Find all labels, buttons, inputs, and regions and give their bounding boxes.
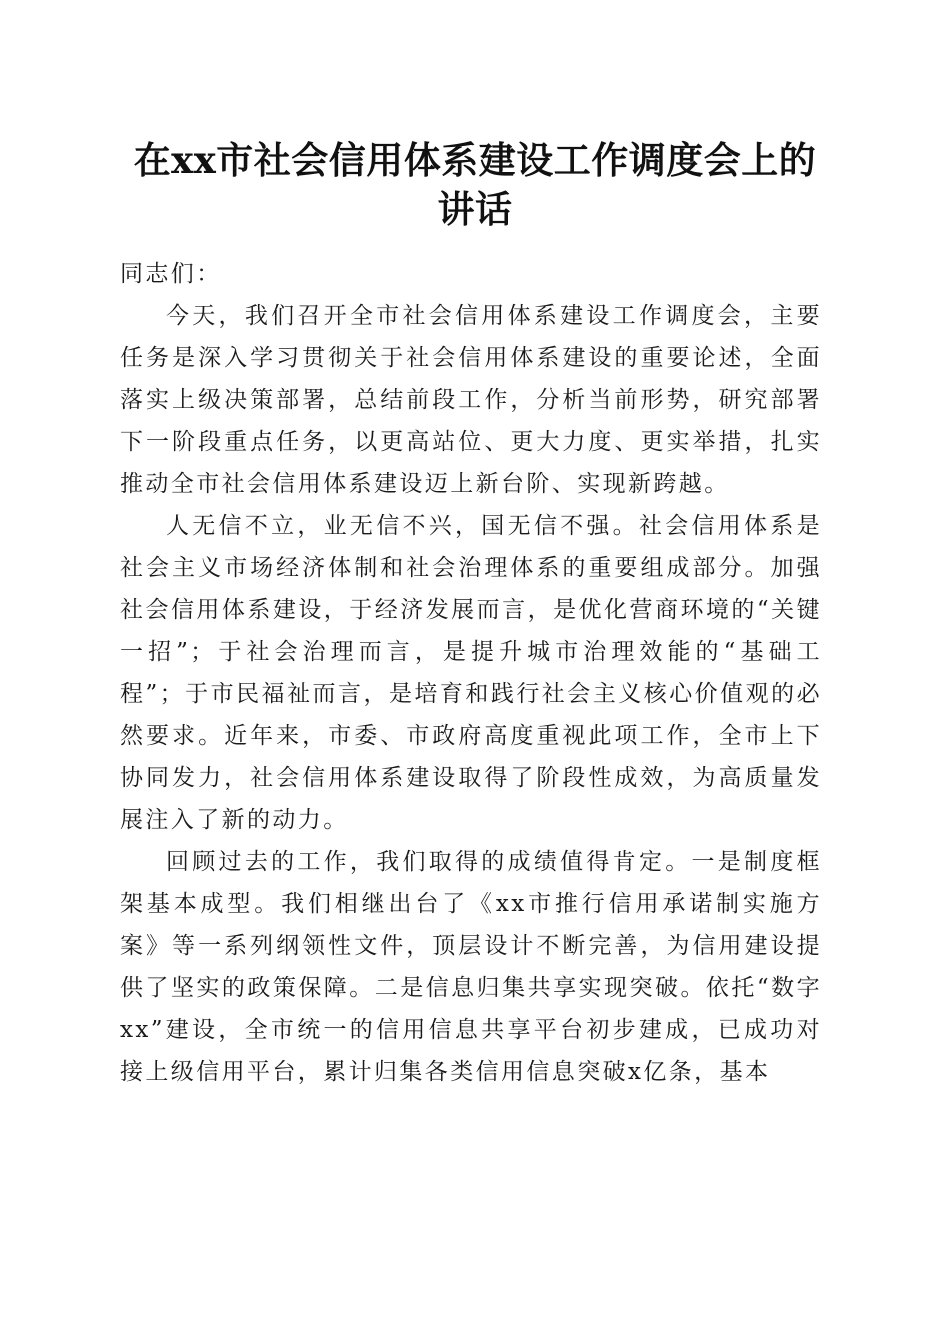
paragraph-significance: 人无信不立，业无信不兴，国无信不强。社会信用体系是社会主义市场经济体制和社会治理体系的重要组成部分。加强社会信用体系建设，于经济发展而言，是优化营商环境的“关键一招”；于社会治理而言，是提升城市治理效能的“基础工程”；于市民福祉而言，是培育和践行社会主义核心价值观的必然要求。近年来，市委、市政府高度重视此项工作，全市上下协同发力，社会信用体系建设取得了阶段性成效，为高质量发展注入了新的动力。 xyxy=(120,513,822,833)
document-body xyxy=(120,253,822,1093)
salutation: 同志们： xyxy=(120,261,222,287)
document-title: 在xx市社会信用体系建设工作调度会上的讲话 xyxy=(133,138,817,231)
paragraph-opening: 今天，我们召开全市社会信用体系建设工作调度会，主要任务是深入学习贯彻关于社会信用体系建设的重要论述，全面落实上级决策部署，总结前段工作，分析当前形势，研究部署下一阶段重点任务，以更高站位、更大力度、更实举措，扎实推动全市社会信用体系建设迈上新台阶、实现新跨越。 xyxy=(120,303,822,497)
paragraph-achievements: 回顾过去的工作，我们取得的成绩值得肯定。一是制度框架基本成型。我们相继出台了《xx市推行信用承诺制实施方案》等一系列纲领性文件，顶层设计不断完善，为信用建设提供了坚实的政策保障。二是信息归集共享实现突破。依托“数字xx”建设，全市统一的信用信息共享平台初步建成，已成功对接上级信用平台，累计归集各类信用信息突破x亿条，基本 xyxy=(120,849,822,1085)
